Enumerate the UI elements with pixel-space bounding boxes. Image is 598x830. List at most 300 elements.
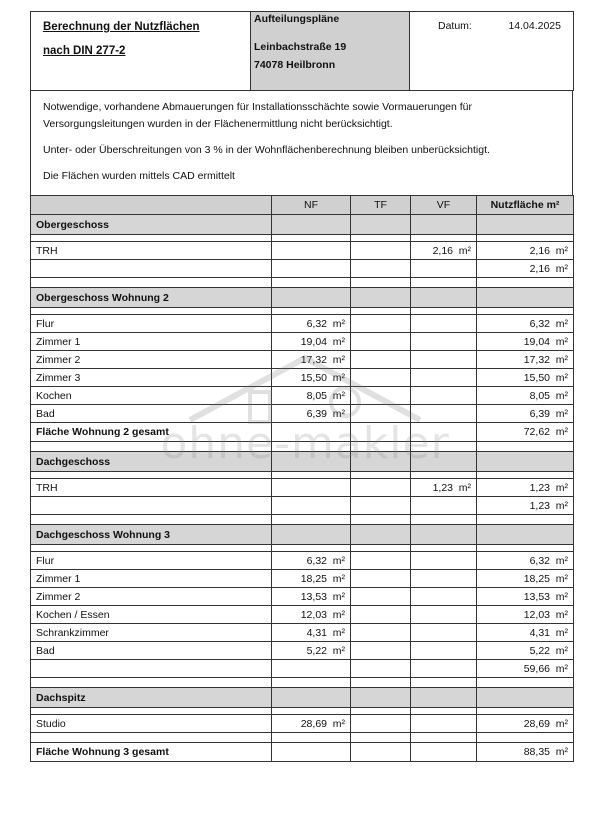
section-nf	[272, 525, 351, 545]
spacer-name	[31, 545, 272, 552]
spacer-nf	[272, 442, 351, 452]
spacer-tf	[351, 442, 411, 452]
tf-cell	[351, 387, 411, 405]
spacer-row	[31, 308, 574, 315]
unit-label: m²	[555, 746, 568, 758]
tf-cell	[351, 588, 411, 606]
unit-label: m²	[332, 371, 345, 384]
spacer-vf	[411, 472, 477, 479]
total-cell	[477, 479, 574, 497]
spacer-tf	[351, 733, 411, 743]
note-2: Unter- oder Überschreitungen von 3 % in der Wohnflächenberechnung bleiben unberücksichtigt.	[43, 144, 490, 156]
total-cell	[477, 369, 574, 387]
street-address: Leinbachstraße 19	[254, 41, 347, 53]
spacer-total	[477, 442, 574, 452]
nf-cell-value: 15,50	[300, 371, 327, 384]
note-3: Die Flächen wurden mittels CAD ermittelt	[43, 170, 235, 182]
total-cell	[477, 588, 574, 606]
nf-cell	[272, 624, 351, 642]
tf-cell	[351, 552, 411, 570]
subtotal-label	[31, 260, 272, 278]
vf-cell	[411, 242, 477, 260]
total-vf	[411, 743, 477, 762]
room-name: Schrankzimmer	[31, 624, 272, 642]
subtotal-value-value: 1,23	[529, 499, 550, 512]
room-name: Studio	[31, 715, 272, 733]
spacer-name	[31, 278, 272, 288]
room-name: Zimmer 2	[31, 588, 272, 606]
spacer-total	[477, 678, 574, 688]
vf-cell	[411, 624, 477, 642]
room-name: Kochen / Essen	[31, 606, 272, 624]
area-table	[30, 195, 574, 762]
table-row	[31, 552, 574, 570]
section-total	[477, 215, 574, 235]
vf-cell-value: 2,16	[432, 244, 453, 257]
vf-cell	[411, 479, 477, 497]
room-name: TRH	[31, 479, 272, 497]
total-cell	[477, 715, 574, 733]
room-name: Flur	[31, 552, 272, 570]
nf-cell-value: 19,04	[300, 335, 327, 348]
nf-cell-value: 5,22	[306, 644, 327, 657]
spacer-vf	[411, 515, 477, 525]
unit-label: m²	[555, 717, 568, 730]
subtotal-vf	[411, 660, 477, 678]
unit-label: m²	[555, 608, 568, 621]
section-total	[477, 525, 574, 545]
subtotal-nf	[272, 260, 351, 278]
total-cell	[477, 552, 574, 570]
tf-cell	[351, 642, 411, 660]
spacer-vf	[411, 678, 477, 688]
room-name: Kochen	[31, 387, 272, 405]
watermark-text: ohne-makler	[160, 418, 450, 469]
vf-cell	[411, 606, 477, 624]
spacer-nf	[272, 545, 351, 552]
vf-cell	[411, 333, 477, 351]
vf-cell	[411, 387, 477, 405]
section-tf	[351, 288, 411, 308]
spacer-total	[477, 278, 574, 288]
spacer-vf	[411, 308, 477, 315]
doc-title-line2: nach DIN 277-2	[43, 45, 126, 57]
nf-cell-value: 8,05	[306, 389, 327, 402]
unit-label: m²	[332, 317, 345, 330]
header-name-cell	[31, 196, 272, 215]
unit-label: m²	[555, 262, 568, 275]
subtotal-vf	[411, 497, 477, 515]
document-header	[30, 11, 574, 91]
nf-cell	[272, 642, 351, 660]
section-nf	[272, 452, 351, 472]
section-header-row	[31, 288, 574, 308]
unit-label: m²	[332, 626, 345, 639]
spacer-vf	[411, 545, 477, 552]
total-row	[31, 423, 574, 442]
subtotal-value-value: 59,66	[523, 662, 550, 675]
total-cell-value: 6,39	[529, 407, 550, 420]
table-row	[31, 387, 574, 405]
nf-cell-value: 18,25	[300, 572, 327, 585]
total-cell	[477, 624, 574, 642]
unit-label: m²	[555, 590, 568, 603]
unit-label: m²	[555, 554, 568, 567]
spacer-vf	[411, 442, 477, 452]
spacer-name	[31, 708, 272, 715]
spacer-tf	[351, 308, 411, 315]
section-vf	[411, 215, 477, 235]
title-cell	[31, 12, 251, 91]
total-cell-value: 5,22	[529, 644, 550, 657]
date-value: 14.04.2025	[508, 20, 561, 32]
subtotal-nf	[272, 660, 351, 678]
total-cell-value: 12,03	[523, 608, 550, 621]
nf-cell-value: 6,39	[306, 407, 327, 420]
nf-cell	[272, 351, 351, 369]
total-cell-value: 13,53	[523, 590, 550, 603]
spacer-total	[477, 515, 574, 525]
unit-label: m²	[555, 335, 568, 348]
total-value	[477, 743, 574, 762]
total-cell	[477, 333, 574, 351]
subtotal-tf	[351, 260, 411, 278]
unit-label: m²	[555, 499, 568, 512]
total-value-value: 72,62	[523, 426, 550, 438]
date-label: Datum:	[438, 20, 472, 32]
tf-cell	[351, 333, 411, 351]
room-name: Flur	[31, 315, 272, 333]
spacer-tf	[351, 235, 411, 242]
section-title: Dachgeschoss Wohnung 3	[31, 525, 272, 545]
table-row	[31, 405, 574, 423]
subtotal-label	[31, 497, 272, 515]
column-total: Nutzfläche m²	[477, 196, 574, 215]
nf-cell-value: 13,53	[300, 590, 327, 603]
nf-cell	[272, 606, 351, 624]
section-vf	[411, 288, 477, 308]
total-cell-value: 8,05	[529, 389, 550, 402]
tf-cell	[351, 715, 411, 733]
subtotal-row	[31, 497, 574, 515]
subtotal-value	[477, 260, 574, 278]
section-tf	[351, 215, 411, 235]
tf-cell	[351, 405, 411, 423]
table-row	[31, 315, 574, 333]
total-cell	[477, 405, 574, 423]
subtotal-row	[31, 260, 574, 278]
section-header-row	[31, 525, 574, 545]
total-cell	[477, 387, 574, 405]
spacer-row	[31, 442, 574, 452]
unit-label: m²	[555, 426, 568, 438]
tf-cell	[351, 369, 411, 387]
spacer-nf	[272, 678, 351, 688]
total-cell	[477, 570, 574, 588]
spacer-total	[477, 733, 574, 743]
notes-block	[30, 91, 573, 195]
doc-title-line1: Berechnung der Nutzflächen	[43, 21, 200, 33]
subtotal-tf	[351, 660, 411, 678]
tf-cell	[351, 606, 411, 624]
spacer-row	[31, 708, 574, 715]
subtotal-vf	[411, 260, 477, 278]
table-row	[31, 588, 574, 606]
table-row	[31, 624, 574, 642]
nf-cell	[272, 333, 351, 351]
section-nf	[272, 288, 351, 308]
tf-cell	[351, 315, 411, 333]
unit-label: m²	[555, 481, 568, 494]
table-row	[31, 479, 574, 497]
nf-cell	[272, 242, 351, 260]
nf-cell-value: 4,31	[306, 626, 327, 639]
unit-label: m²	[555, 407, 568, 420]
section-header-row	[31, 688, 574, 708]
room-name: Bad	[31, 405, 272, 423]
total-cell-value: 19,04	[523, 335, 550, 348]
nf-cell	[272, 405, 351, 423]
total-cell-value: 6,32	[529, 317, 550, 330]
spacer-name	[31, 235, 272, 242]
nf-cell	[272, 715, 351, 733]
room-name: Zimmer 1	[31, 333, 272, 351]
total-value	[477, 423, 574, 442]
section-tf	[351, 525, 411, 545]
spacer-vf	[411, 708, 477, 715]
total-nf	[272, 743, 351, 762]
spacer-row	[31, 733, 574, 743]
spacer-total	[477, 308, 574, 315]
subtotal-value-value: 2,16	[529, 262, 550, 275]
subtotal-label	[31, 660, 272, 678]
nf-cell-value: 12,03	[300, 608, 327, 621]
total-cell	[477, 315, 574, 333]
spacer-tf	[351, 472, 411, 479]
spacer-row	[31, 278, 574, 288]
section-title: Dachgeschoss	[31, 452, 272, 472]
note-1: Notwendige, vorhandene Abmauerungen für Installationsschächte sowie Vormauerungen für Versorgungsleitungen wurden in der Flächenermittlung nicht berücksichtigt.	[43, 101, 473, 130]
spacer-vf	[411, 733, 477, 743]
table-row	[31, 715, 574, 733]
unit-label: m²	[555, 644, 568, 657]
vf-cell	[411, 315, 477, 333]
spacer-row	[31, 472, 574, 479]
nf-cell	[272, 315, 351, 333]
tf-cell	[351, 242, 411, 260]
table-row	[31, 351, 574, 369]
unit-label: m²	[555, 572, 568, 585]
nf-cell-value: 6,32	[306, 554, 327, 567]
nf-cell	[272, 387, 351, 405]
spacer-row	[31, 678, 574, 688]
table-row	[31, 642, 574, 660]
plan-label: Aufteilungspläne	[254, 13, 340, 25]
spacer-tf	[351, 515, 411, 525]
date-cell	[410, 12, 574, 91]
unit-label: m²	[332, 407, 345, 420]
city-address: 74078 Heilbronn	[254, 59, 336, 71]
nf-cell	[272, 570, 351, 588]
spacer-name	[31, 472, 272, 479]
nf-cell	[272, 369, 351, 387]
spacer-name	[31, 442, 272, 452]
area-calculation-sheet	[30, 11, 573, 762]
total-cell	[477, 642, 574, 660]
unit-label: m²	[332, 572, 345, 585]
total-cell	[477, 351, 574, 369]
room-name: TRH	[31, 242, 272, 260]
subtotal-nf	[272, 497, 351, 515]
total-cell-value: 6,32	[529, 554, 550, 567]
unit-label: m²	[332, 353, 345, 366]
table-row	[31, 369, 574, 387]
total-cell-value: 2,16	[529, 244, 550, 257]
room-name: Zimmer 3	[31, 369, 272, 387]
spacer-name	[31, 515, 272, 525]
unit-label: m²	[332, 590, 345, 603]
total-tf	[351, 423, 411, 442]
vf-cell	[411, 552, 477, 570]
spacer-row	[31, 515, 574, 525]
spacer-tf	[351, 278, 411, 288]
spacer-total	[477, 708, 574, 715]
section-total	[477, 688, 574, 708]
total-tf	[351, 743, 411, 762]
spacer-tf	[351, 545, 411, 552]
vf-cell-value: 1,23	[432, 481, 453, 494]
section-total	[477, 288, 574, 308]
vf-cell	[411, 715, 477, 733]
spacer-vf	[411, 235, 477, 242]
subtotal-value	[477, 497, 574, 515]
spacer-vf	[411, 278, 477, 288]
table-row	[31, 606, 574, 624]
table-row	[31, 333, 574, 351]
address-cell	[251, 12, 410, 91]
unit-label: m²	[555, 317, 568, 330]
unit-label: m²	[555, 389, 568, 402]
section-vf	[411, 688, 477, 708]
tf-cell	[351, 351, 411, 369]
total-cell-value: 4,31	[529, 626, 550, 639]
section-nf	[272, 215, 351, 235]
tf-cell	[351, 479, 411, 497]
nf-cell	[272, 588, 351, 606]
total-cell-value: 18,25	[523, 572, 550, 585]
table-header-row	[31, 196, 574, 215]
column-tf: TF	[351, 196, 411, 215]
unit-label: m²	[555, 371, 568, 384]
nf-cell-value: 6,32	[306, 317, 327, 330]
total-cell	[477, 242, 574, 260]
spacer-name	[31, 733, 272, 743]
tf-cell	[351, 624, 411, 642]
spacer-nf	[272, 472, 351, 479]
total-cell-value: 28,69	[523, 717, 550, 730]
total-cell-value: 15,50	[523, 371, 550, 384]
unit-label: m²	[332, 608, 345, 621]
unit-label: m²	[555, 353, 568, 366]
vf-cell	[411, 369, 477, 387]
spacer-total	[477, 545, 574, 552]
spacer-nf	[272, 733, 351, 743]
nf-cell	[272, 479, 351, 497]
unit-label: m²	[332, 717, 345, 730]
column-vf: VF	[411, 196, 477, 215]
spacer-nf	[272, 235, 351, 242]
vf-cell	[411, 588, 477, 606]
subtotal-row	[31, 660, 574, 678]
total-nf	[272, 423, 351, 442]
spacer-nf	[272, 278, 351, 288]
unit-label: m²	[332, 335, 345, 348]
total-cell	[477, 606, 574, 624]
unit-label: m²	[555, 244, 568, 257]
spacer-tf	[351, 678, 411, 688]
room-name: Zimmer 1	[31, 570, 272, 588]
spacer-name	[31, 678, 272, 688]
section-total	[477, 452, 574, 472]
subtotal-tf	[351, 497, 411, 515]
unit-label: m²	[332, 644, 345, 657]
section-header-row	[31, 215, 574, 235]
spacer-nf	[272, 308, 351, 315]
spacer-nf	[272, 515, 351, 525]
total-value-value: 88,35	[523, 746, 550, 758]
vf-cell	[411, 570, 477, 588]
section-tf	[351, 452, 411, 472]
unit-label: m²	[458, 244, 471, 257]
spacer-tf	[351, 708, 411, 715]
section-header-row	[31, 452, 574, 472]
spacer-total	[477, 472, 574, 479]
total-vf	[411, 423, 477, 442]
spacer-nf	[272, 708, 351, 715]
unit-label: m²	[332, 389, 345, 402]
total-label: Fläche Wohnung 3 gesamt	[31, 743, 272, 762]
section-title: Obergeschoss	[31, 215, 272, 235]
section-vf	[411, 525, 477, 545]
vf-cell	[411, 405, 477, 423]
unit-label: m²	[555, 662, 568, 675]
table-row	[31, 242, 574, 260]
table-row	[31, 570, 574, 588]
vf-cell	[411, 642, 477, 660]
section-title: Obergeschoss Wohnung 2	[31, 288, 272, 308]
section-tf	[351, 688, 411, 708]
nf-cell-value: 17,32	[300, 353, 327, 366]
spacer-total	[477, 235, 574, 242]
column-nf: NF	[272, 196, 351, 215]
unit-label: m²	[458, 481, 471, 494]
section-title: Dachspitz	[31, 688, 272, 708]
nf-cell	[272, 552, 351, 570]
vf-cell	[411, 351, 477, 369]
unit-label: m²	[332, 554, 345, 567]
spacer-row	[31, 545, 574, 552]
room-name: Zimmer 2	[31, 351, 272, 369]
tf-cell	[351, 570, 411, 588]
total-cell-value: 1,23	[529, 481, 550, 494]
subtotal-value	[477, 660, 574, 678]
unit-label: m²	[555, 626, 568, 639]
spacer-name	[31, 308, 272, 315]
section-nf	[272, 688, 351, 708]
total-label: Fläche Wohnung 2 gesamt	[31, 423, 272, 442]
total-cell-value: 17,32	[523, 353, 550, 366]
nf-cell-value: 28,69	[300, 717, 327, 730]
